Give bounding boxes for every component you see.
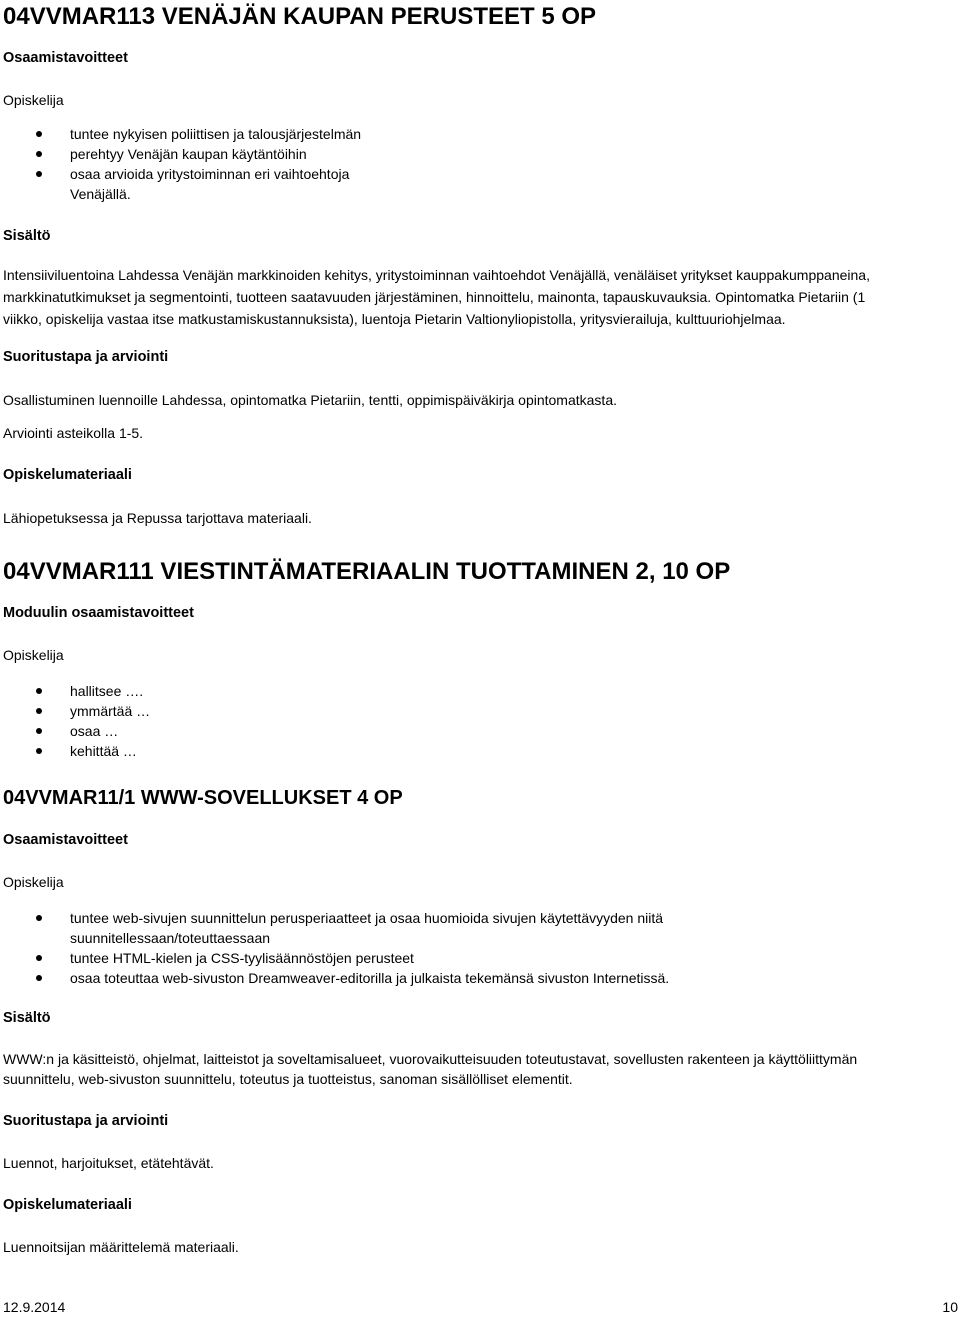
section3-assessment-heading: Suoritustapa ja arviointi [3,1113,169,1129]
bullet-icon [36,171,42,177]
list-item: kehittää … [0,741,150,761]
section1-content-heading: Sisältö [3,228,51,244]
section1-assessment-heading: Suoritustapa ja arviointi [3,349,169,365]
page-number: 10 [942,1299,958,1315]
section1-goals-list [0,124,361,204]
list-item: tuntee nykyisen poliittisen ja talousjärjestelmän [0,124,361,144]
list-item: tuntee web-sivujen suunnittelun perusperiaatteet ja osaa huomioida sivujen käytettävyyden niitä suunnitellessaan/toteuttaessaan [0,908,669,948]
section3-assessment-text: Luennot, harjoitukset, etätehtävät. [3,1155,214,1171]
bullet-icon [36,955,42,961]
section2-student-label: Opiskelija [3,647,64,663]
section1-content-text: Intensiiviluentoina Lahdessa Venäjän markkinoiden kehitys, yritystoiminnan vaihtoehdot Venäjällä, venäläiset yritykset kauppakumppaneina, markkinatutkimukset ja segmentointi, tuotteen saatavuuden järjestäminen, hinnoittelu, mainonta, tapauskuvauksia. Opintomatka Pietariin (1 viikko, opiskelija vastaa itse matkustamiskustannuksista), luentoja Pietarin Valtionyliopistolla, yritysvierailuja, kulttuuriohjelmaa. [3,267,870,327]
section1-grading-text: Arviointi asteikolla 1-5. [3,425,144,441]
section2-goals-heading: Moduulin osaamistavoitteet [3,605,194,621]
section2-title: 04VVMAR111 VIESTINTÄMATERIAALIN TUOTTAMINEN 2, 10 OP [3,558,731,585]
section3-goals-heading: Osaamistavoitteet [3,832,128,848]
section1-assessment-text: Osallistuminen luennoille Lahdessa, opintomatka Pietariin, tentti, oppimispäiväkirja opintomatkasta. [3,392,617,408]
list-item: osaa arvioida yritystoiminnan eri vaihtoehtoja Venäjällä. [0,164,361,204]
bullet-icon [36,688,42,694]
bullet-icon [36,728,42,734]
section3-materials-heading: Opiskelumateriaali [3,1197,132,1213]
section3-materials-text: Luennoitsijan määrittelemä materiaali. [3,1239,239,1255]
section1-materials-heading: Opiskelumateriaali [3,467,132,483]
section1-student-label: Opiskelija [3,92,64,108]
bullet-icon [36,915,42,921]
section2-goals-list [0,681,150,761]
section1-materials-text: Lähiopetuksessa ja Repussa tarjottava materiaali. [3,510,312,526]
section1-goals-heading: Osaamistavoitteet [3,50,128,66]
list-item: tuntee HTML-kielen ja CSS-tyylisäännöstöjen perusteet [0,948,669,968]
list-item: osaa toteuttaa web-sivuston Dreamweaver-editorilla ja julkaista tekemänsä sivuston Internetissä. [0,968,669,988]
section3-content-heading: Sisältö [3,1010,51,1026]
section3-goals-list [0,908,669,988]
section3-title: 04VVMAR11/1 WWW-SOVELLUKSET 4 OP [3,787,403,809]
section3-student-label: Opiskelija [3,874,64,890]
bullet-icon [36,748,42,754]
list-item: hallitsee …. [0,681,150,701]
bullet-icon [36,975,42,981]
bullet-icon [36,708,42,714]
list-item: perehtyy Venäjän kaupan käytäntöihin [0,144,361,164]
section1-title: 04VVMAR113 VENÄJÄN KAUPAN PERUSTEET 5 OP [3,3,597,30]
list-item: ymmärtää … [0,701,150,721]
bullet-icon [36,131,42,137]
section3-content-text: WWW:n ja käsitteistö, ohjelmat, laitteistot ja soveltamisalueet, vuorovaikutteisuuden toteutustavat, sovellusten rakenteen ja käyttöliittymän suunnittelu, web-sivuston suunnittelu, toteutus ja tuotteistus, sanoman sisällölliset elementit. [3,1051,858,1087]
list-item: osaa … [0,721,150,741]
footer-date: 12.9.2014 [3,1299,66,1315]
bullet-icon [36,151,42,157]
